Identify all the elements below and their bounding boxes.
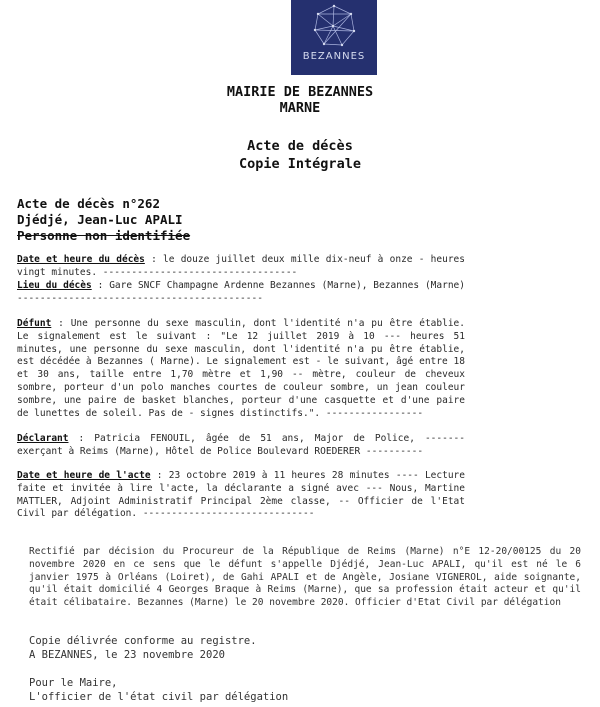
officier-line: L'officier de l'état civil par délégation xyxy=(29,691,289,703)
signature-block xyxy=(29,676,581,704)
lieu-date-line: A BEZANNES, le 23 novembre 2020 xyxy=(29,649,225,661)
defunt-name: Djédjé, Jean-Luc APALI xyxy=(17,212,183,227)
acte-title: Acte de décès xyxy=(247,138,353,154)
date-deces-text: : le douze juillet deux mille dix-neuf à onze - heures vingt minutes. ---------------------------------- xyxy=(17,254,465,278)
bezannes-logo xyxy=(291,0,377,75)
copie-block xyxy=(29,634,581,662)
section-lieu-deces xyxy=(17,280,465,306)
defunt-label: Défunt xyxy=(17,318,52,329)
rectification-paragraph: Rectifié par décision du Procureur de la République de Reims (Marne) n°E 12-20/00125 du 20 novembre 2020 en ce sens que le défunt s'appelle Djédjé, Jean-Luc APALI, qu'il est né le 6 janvier 1975 à Orléans (Loiret), de Gahi APALI et de Angèle, Josiane VIGNEROL, aide soignante, qu'il était domicilié 4 Georges Braque à Reims (Marne), que sa profession était acteur et qu'il était célibataire. Bezannes (Marne) le 20 novembre 2020. Officier d'Etat Civil par délégation xyxy=(29,546,581,609)
mairie-title: MAIRIE DE BEZANNES xyxy=(226,84,374,100)
date-acte-label: Date et heure de l'acte xyxy=(17,470,151,481)
copie-title: Copie Intégrale xyxy=(239,156,361,172)
lieu-deces-label: Lieu du décès xyxy=(17,280,92,291)
lieu-deces-text: : Gare SNCF Champagne Ardenne Bezannes (Marne), Bezannes (Marne) ------------------------------------------- xyxy=(17,280,465,304)
section-date-deces xyxy=(17,254,465,280)
defunt-text: : Une personne du sexe masculin, dont l'identité n'a pu être établie. Le signalement est le suivant : "Le 12 juillet 2019 à 10 --- heures 51 minutes, une personne du sexe masculin, dont l'identité n'a pu être établie, est décédée à Bezannes ( Marne). Le signalement est - le suivant, âgé entre 18 et 30 ans, taille entre 1,70 mètre et 1,90 -- mètre, couleur de cheveux sombre, porteur d'un polo manches courtes de couleur sombre, un jean couleur sombre, une paire de basket blanches, porteur d'une casquette et d'une paire de lunettes de soleil. Pas de - signes distinctifs.". ----------------- xyxy=(17,318,465,419)
acte-number: Acte de décès n°262 xyxy=(17,196,160,211)
section-defunt xyxy=(17,318,465,420)
logo-name: BEZANNES xyxy=(302,51,366,62)
date-deces-label: Date et heure du décès xyxy=(17,254,145,265)
geometric-sphere-icon xyxy=(311,4,357,48)
departement-title: MARNE xyxy=(279,100,321,116)
declarant-text: : Patricia FENOUIL, âgée de 51 ans, Major de Police, ------- exerçant à Reims (Marne), Hôtel de Police Boulevard ROEDERER ---------- xyxy=(17,433,465,457)
pour-maire-line: Pour le Maire, xyxy=(29,677,118,689)
struck-identity: Personne non identifiée xyxy=(17,228,191,243)
section-declarant xyxy=(17,433,465,459)
date-acte-text: : 23 octobre 2019 à 11 heures 28 minutes ---- Lecture faite et invitée à lire l'acte, la déclarante a signé avec --- Nous, Martine MATTLER, Adjoint Administratif Principal 2ème classe, -- Officier de l'Etat Civil par délégation. ------------------------------ xyxy=(17,470,465,520)
copie-line: Copie délivrée conforme au registre. xyxy=(29,635,257,647)
declarant-label: Déclarant xyxy=(17,433,69,444)
section-date-acte xyxy=(17,470,465,521)
